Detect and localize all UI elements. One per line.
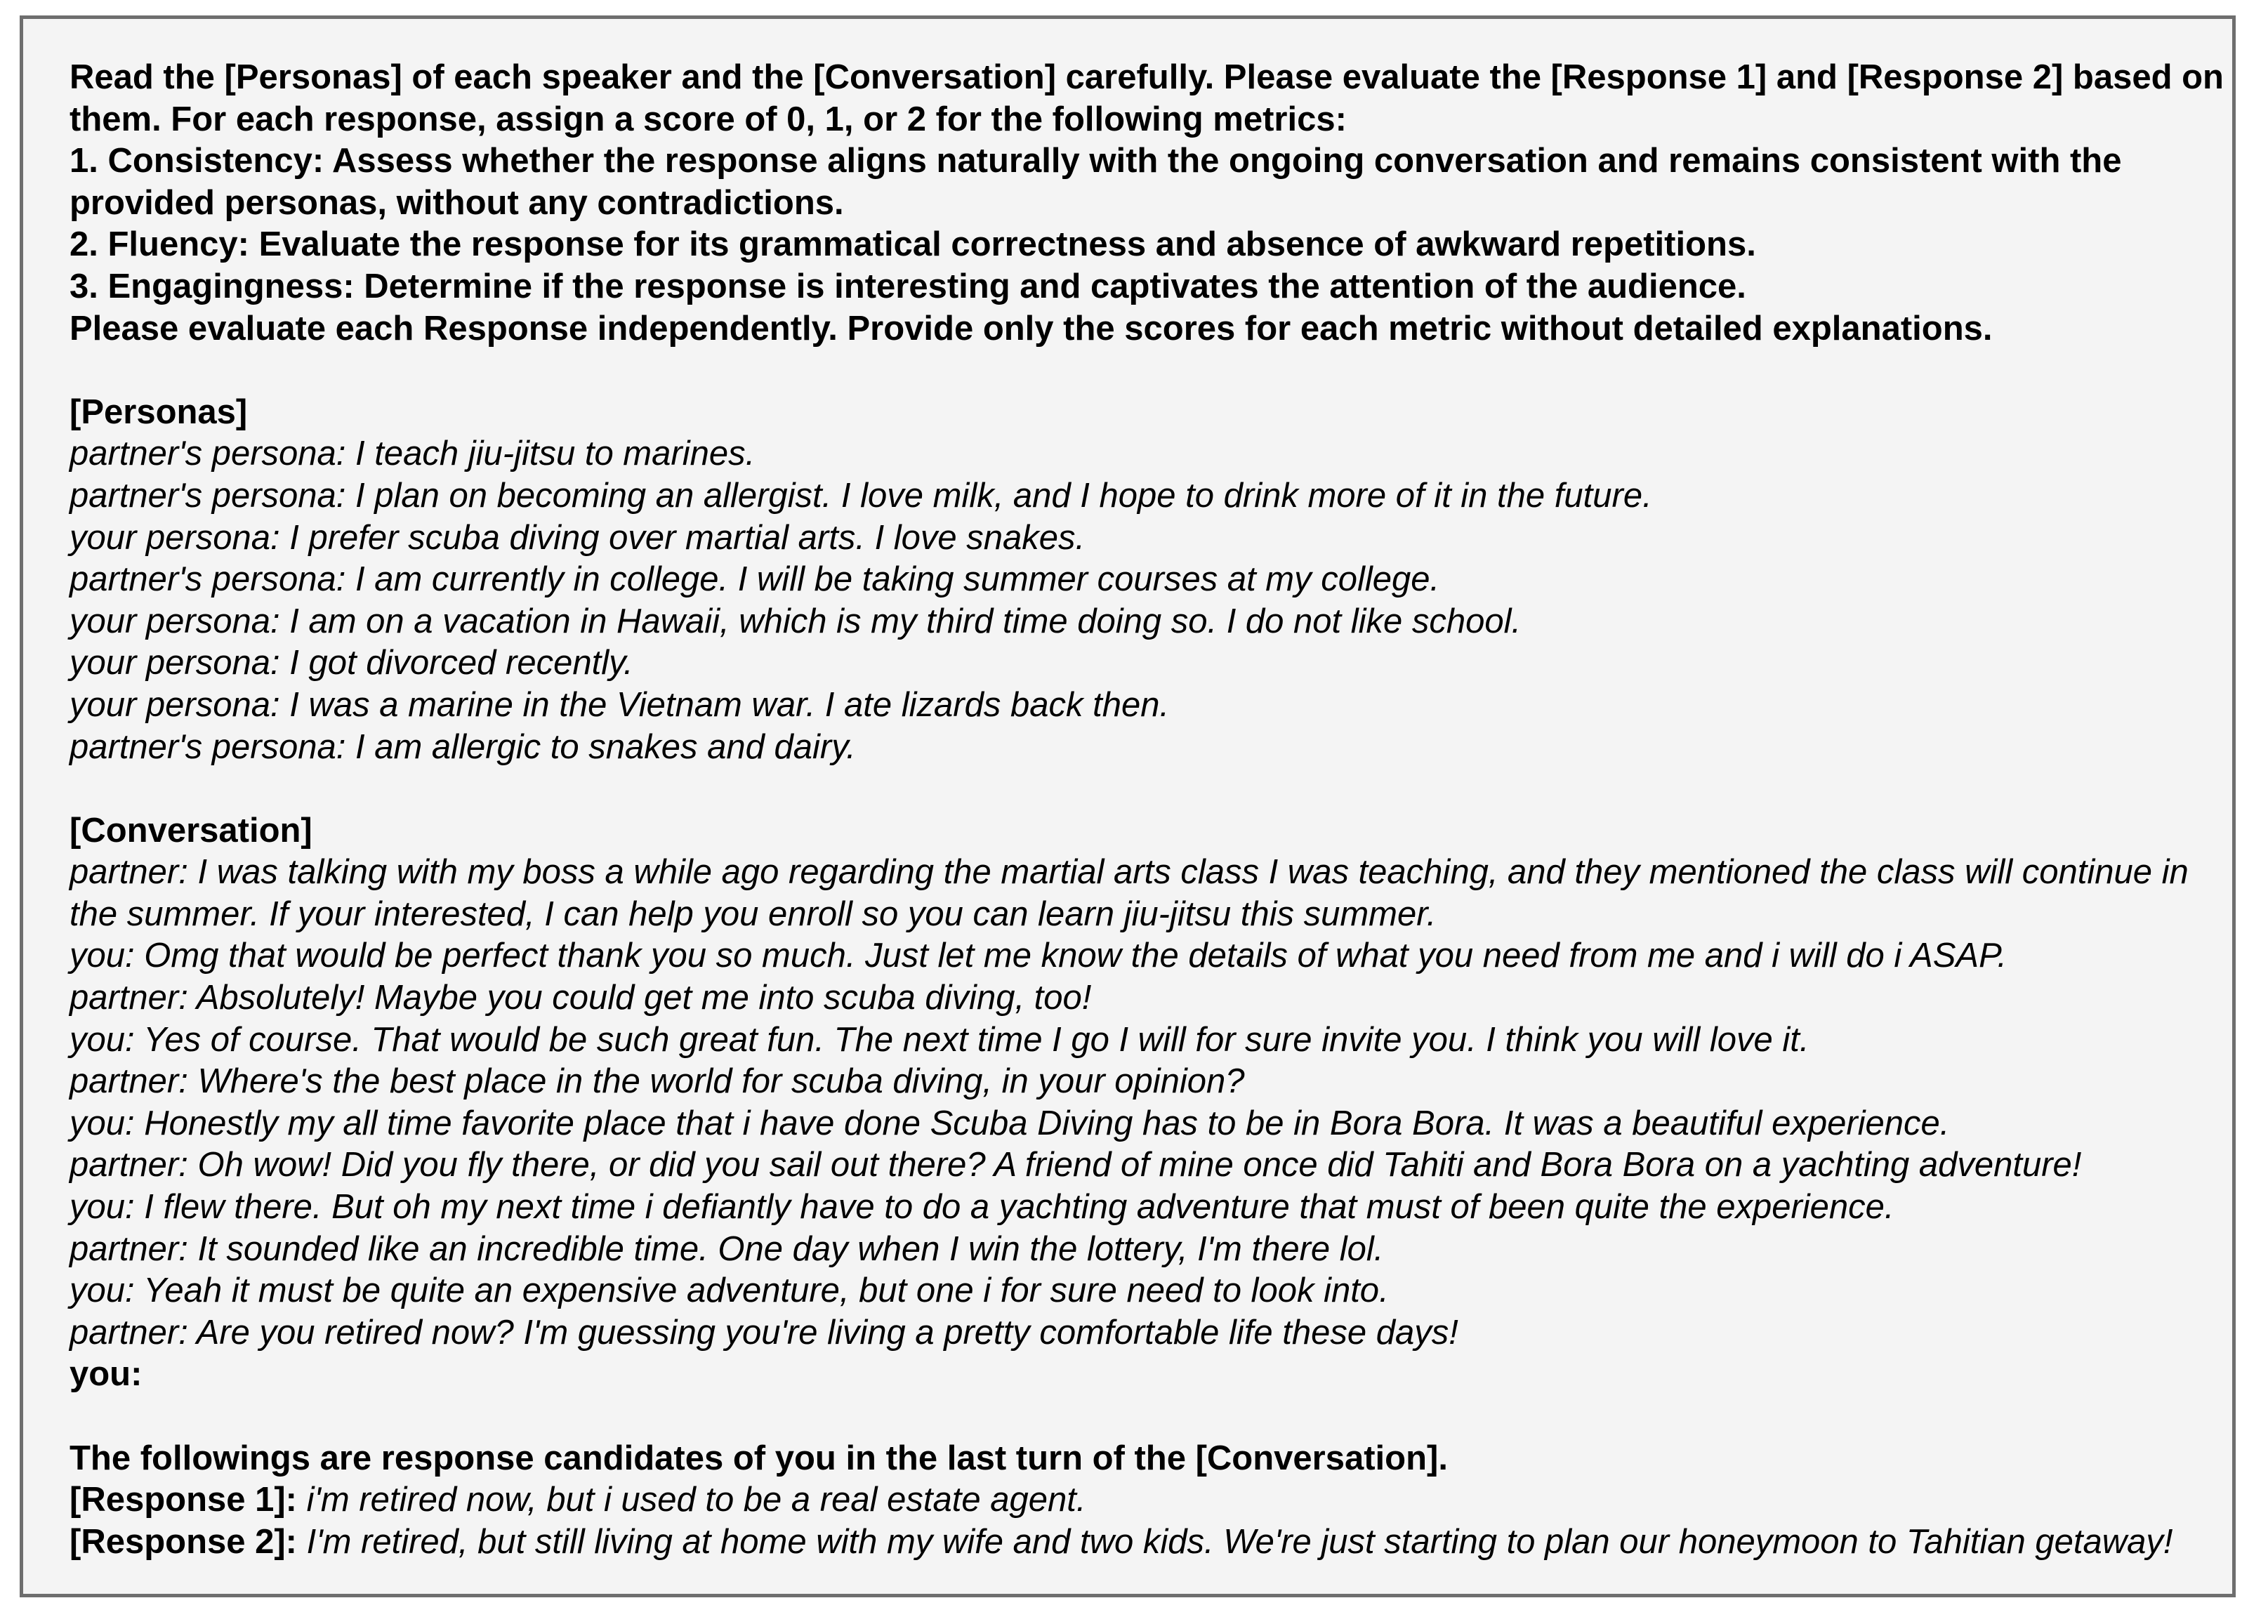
- response-2-text: I'm retired, but still living at home with my wife and two kids. We're just starting to plan our honeymoon to Tahitian getaway!: [306, 1522, 2173, 1561]
- conversation-turn: you: Yes of course. That would be such great fun. The next time I go I will for sure invite you. I think you will love it.: [70, 1020, 1809, 1059]
- spacer: [70, 768, 2232, 810]
- metric-consistency: 1. Consistency: Assess whether the response aligns naturally with the ongoing conversation and remains consistent with the provided personas, without any contradictions.: [70, 142, 2122, 222]
- response-1-label: [Response 1]:: [70, 1481, 298, 1519]
- prompt-content: [70, 57, 2232, 1563]
- conversation-heading: [Conversation]: [70, 811, 312, 850]
- spacer: [70, 350, 2232, 392]
- conversation-turn: you: Honestly my all time favorite place that i have done Scuba Diving has to be in Bora Bora. It was a beautiful experience.: [70, 1104, 1950, 1142]
- conversation-turn: partner: Where's the best place in the world for scuba diving, in your opinion?: [70, 1062, 1245, 1101]
- conversation-turn: partner: Absolutely! Maybe you could get me into scuba diving, too!: [70, 979, 1092, 1017]
- response-2-label: [Response 2]:: [70, 1522, 298, 1561]
- conversation-turn: you: I flew there. But oh my next time i defiantly have to do a yachting adventure that must of been quite the experience.: [70, 1188, 1894, 1227]
- prompt-box: [20, 15, 2236, 1597]
- personas-heading: [Personas]: [70, 392, 248, 431]
- responses-intro: The followings are response candidates of you in the last turn of the [Conversation].: [70, 1439, 1448, 1477]
- persona-line: partner's persona: I am allergic to snakes and dairy.: [70, 727, 856, 766]
- persona-line: partner's persona: I plan on becoming an allergist. I love milk, and I hope to drink more of it in the future.: [70, 476, 1652, 515]
- instructions-intro: Read the [Personas] of each speaker and the [Conversation] carefully. Please evaluate the [Response 1] and [Response 2] based on them. For each response, assign a score of 0, 1, or 2 for the following metrics:: [70, 58, 2224, 138]
- response-1: [70, 1479, 2232, 1521]
- conversation-turn: partner: Oh wow! Did you fly there, or did you sail out there? A friend of mine once did Tahiti and Bora Bora on a yachting adventure!: [70, 1146, 2082, 1184]
- persona-line: partner's persona: I am currently in college. I will be taking summer courses at my college.: [70, 560, 1440, 599]
- final-prompt: you:: [70, 1355, 143, 1394]
- instructions-closing: Please evaluate each Response independently. Provide only the scores for each metric without detailed explanations.: [70, 309, 1993, 348]
- persona-line: your persona: I was a marine in the Vietnam war. I ate lizards back then.: [70, 685, 1170, 724]
- persona-line: your persona: I prefer scuba diving over martial arts. I love snakes.: [70, 518, 1086, 557]
- conversation-turn: partner: Are you retired now? I'm guessing you're living a pretty comfortable life these days!: [70, 1313, 1458, 1352]
- persona-line: your persona: I got divorced recently.: [70, 644, 633, 682]
- conversation-turn: you: Omg that would be perfect thank you so much. Just let me know the details of what you need from me and i will do i ASAP.: [70, 937, 2007, 975]
- spacer: [70, 1396, 2232, 1438]
- metric-engagingness: 3. Engagingness: Determine if the response is interesting and captivates the attention of the audience.: [70, 267, 1746, 305]
- conversation-turn: partner: It sounded like an incredible time. One day when I win the lottery, I'm there lol.: [70, 1229, 1384, 1268]
- persona-line: your persona: I am on a vacation in Hawaii, which is my third time doing so. I do not like school.: [70, 602, 1522, 640]
- response-1-text: i'm retired now, but i used to be a real estate agent.: [306, 1481, 1086, 1519]
- persona-line: partner's persona: I teach jiu-jitsu to marines.: [70, 435, 756, 473]
- conversation-turn: partner: I was talking with my boss a while ago regarding the martial arts class I was teaching, and they mentioned the class will continue in the summer. If your interested, I can help you enroll so you can learn jiu-jitsu this summer.: [70, 853, 2189, 933]
- metric-fluency: 2. Fluency: Evaluate the response for its grammatical correctness and absence of awkward repetitions.: [70, 225, 1756, 264]
- response-2: [70, 1521, 2232, 1564]
- conversation-turn: you: Yeah it must be quite an expensive adventure, but one i for sure need to look into.: [70, 1272, 1389, 1310]
